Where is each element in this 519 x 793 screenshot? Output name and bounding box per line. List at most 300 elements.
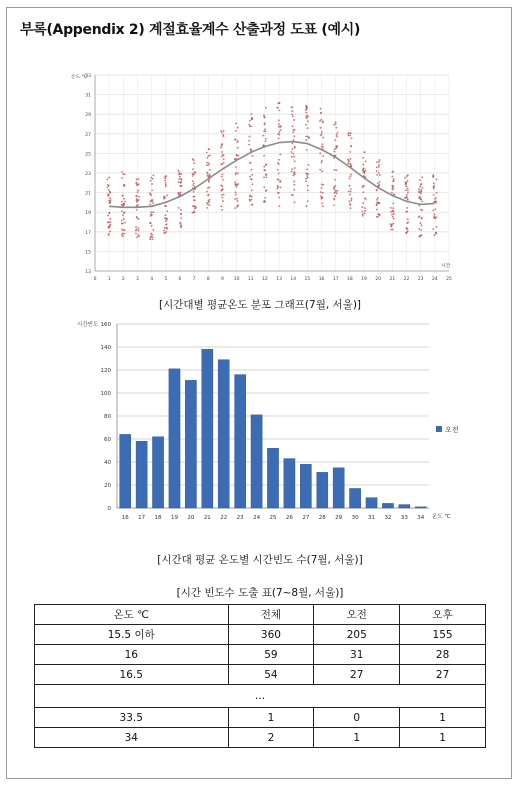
data-point xyxy=(291,171,293,173)
data-point xyxy=(236,141,238,143)
data-point xyxy=(322,205,324,207)
data-point xyxy=(250,179,252,181)
data-point xyxy=(362,164,364,166)
data-point xyxy=(280,129,282,131)
y-tick-label: 20 xyxy=(104,483,111,489)
data-point xyxy=(419,197,421,199)
data-point xyxy=(235,194,237,196)
x-tick-label: 14 xyxy=(290,277,297,282)
data-point xyxy=(421,187,423,189)
data-point xyxy=(407,180,409,182)
data-point xyxy=(376,202,378,204)
data-point xyxy=(350,132,352,134)
data-point xyxy=(376,170,378,172)
data-point xyxy=(349,178,351,180)
x-tick-label: 18 xyxy=(154,515,162,521)
data-point xyxy=(181,225,183,227)
data-point xyxy=(333,124,335,126)
data-point xyxy=(165,182,167,184)
data-point xyxy=(362,215,364,217)
data-point xyxy=(207,157,209,159)
page-title: 부록(Appendix 2) 계절효율계수 산출과정 도표 (예시) xyxy=(20,22,361,38)
data-point xyxy=(166,218,168,220)
data-point xyxy=(421,183,423,185)
data-point xyxy=(137,178,139,180)
data-point xyxy=(278,192,280,194)
data-point xyxy=(307,121,309,123)
table-cell: 360 xyxy=(228,625,314,645)
data-point xyxy=(124,229,126,231)
data-point xyxy=(278,173,280,175)
data-point xyxy=(121,210,123,212)
data-point xyxy=(249,162,251,164)
x-tick-label: 8 xyxy=(206,277,210,282)
data-point xyxy=(221,209,223,211)
data-point xyxy=(208,201,210,203)
data-point xyxy=(279,131,281,133)
data-point xyxy=(235,122,237,124)
data-point xyxy=(180,181,182,183)
data-point xyxy=(350,199,352,201)
data-point xyxy=(349,175,351,177)
data-point xyxy=(419,222,421,224)
data-point xyxy=(278,138,280,140)
data-point xyxy=(405,211,407,213)
data-point xyxy=(250,125,252,127)
data-point xyxy=(333,198,335,200)
data-point xyxy=(406,175,408,177)
header-temperature: 온도 ℃ xyxy=(35,605,229,625)
data-point xyxy=(166,210,168,212)
data-point xyxy=(351,198,353,200)
data-point xyxy=(122,194,124,196)
data-point xyxy=(108,189,110,191)
x-tick-label: 25 xyxy=(446,277,452,282)
data-point xyxy=(392,180,394,182)
data-point xyxy=(149,192,151,194)
x-axis-label: 시간 xyxy=(441,264,451,269)
bar xyxy=(152,437,163,508)
data-point xyxy=(166,228,168,230)
data-point xyxy=(164,205,166,207)
data-point xyxy=(151,189,153,191)
data-point xyxy=(235,139,237,141)
data-point xyxy=(192,205,194,207)
x-tick-label: 20 xyxy=(375,277,382,282)
x-tick-label: 20 xyxy=(187,515,195,521)
y-tick-label: 17 xyxy=(85,230,91,236)
data-point xyxy=(165,231,167,233)
data-point xyxy=(392,223,394,225)
x-tick-label: 4 xyxy=(150,277,154,282)
y-tick-label: 31 xyxy=(85,93,91,99)
data-point xyxy=(291,151,293,153)
data-point xyxy=(149,238,151,240)
bar xyxy=(300,464,311,508)
data-point xyxy=(334,195,336,197)
data-point xyxy=(107,195,109,197)
y-tick-label: 0 xyxy=(107,506,111,512)
data-point xyxy=(350,158,352,160)
data-point xyxy=(319,152,321,154)
data-point xyxy=(150,215,152,217)
data-point xyxy=(251,169,253,171)
data-point xyxy=(208,164,210,166)
x-tick-label: 24 xyxy=(431,277,438,282)
data-point xyxy=(135,183,137,185)
data-point xyxy=(392,170,394,172)
x-tick-label: 17 xyxy=(332,277,339,282)
data-point xyxy=(164,227,166,229)
data-point xyxy=(432,228,434,230)
data-point xyxy=(322,137,324,139)
data-point xyxy=(350,174,352,176)
table-ellipsis-row xyxy=(35,685,486,708)
data-point xyxy=(152,211,154,213)
data-point xyxy=(293,129,295,131)
data-point xyxy=(222,134,224,136)
x-tick-label: 21 xyxy=(389,277,396,282)
data-point xyxy=(333,189,335,191)
data-point xyxy=(379,202,381,204)
x-tick-label: 33 xyxy=(400,515,408,521)
data-point xyxy=(393,178,395,180)
x-tick-label: 12 xyxy=(262,277,268,282)
data-point xyxy=(334,169,336,171)
data-point xyxy=(364,197,366,199)
bar xyxy=(382,503,393,508)
y-tick-label: 80 xyxy=(104,414,111,420)
frequency-table xyxy=(34,604,486,748)
temperature-scatter-chart xyxy=(67,63,467,293)
data-point xyxy=(436,178,438,180)
data-point xyxy=(178,178,180,180)
data-point xyxy=(294,184,296,186)
data-point xyxy=(193,196,195,198)
x-tick-label: 0 xyxy=(93,277,97,282)
data-point xyxy=(136,216,138,218)
data-point xyxy=(335,123,337,125)
data-point xyxy=(221,176,223,178)
y-tick-label: 29 xyxy=(85,113,91,119)
table-header-row xyxy=(35,605,486,625)
data-point xyxy=(292,153,294,155)
y-tick-label: 140 xyxy=(100,345,111,351)
data-point xyxy=(305,205,307,207)
data-point xyxy=(235,130,237,132)
data-point xyxy=(391,224,393,226)
data-point xyxy=(362,202,364,204)
data-point xyxy=(362,191,364,193)
data-point xyxy=(108,212,110,214)
data-point xyxy=(320,112,322,114)
data-point xyxy=(107,179,109,181)
data-point xyxy=(434,213,436,215)
data-point xyxy=(220,205,222,207)
data-point xyxy=(292,131,294,133)
data-point xyxy=(165,224,167,226)
x-tick-label: 34 xyxy=(417,515,425,521)
table-cell: 59 xyxy=(228,645,314,665)
y-tick-label: 33 xyxy=(85,74,91,79)
data-point xyxy=(108,185,110,187)
data-point xyxy=(123,198,125,200)
data-point xyxy=(265,163,267,165)
table-cell: 205 xyxy=(314,625,400,645)
data-point xyxy=(307,127,309,129)
data-point xyxy=(223,194,225,196)
data-point xyxy=(350,145,352,147)
data-point xyxy=(209,199,211,201)
data-point xyxy=(347,132,349,134)
data-point xyxy=(152,238,154,240)
data-point xyxy=(378,172,380,174)
data-point xyxy=(234,198,236,200)
data-point xyxy=(263,155,265,157)
y-tick-label: 19 xyxy=(85,211,91,217)
data-point xyxy=(308,164,310,166)
data-point xyxy=(152,236,154,238)
data-point xyxy=(320,198,322,200)
legend-label: 오전 xyxy=(445,426,459,434)
data-point xyxy=(378,164,380,166)
data-point xyxy=(266,176,268,178)
data-point xyxy=(391,192,393,194)
data-point xyxy=(321,143,323,145)
data-point xyxy=(150,233,152,235)
table-cell: 155 xyxy=(400,625,486,645)
data-point xyxy=(291,125,293,127)
data-point xyxy=(137,191,139,193)
bar xyxy=(284,459,295,508)
legend-swatch xyxy=(436,426,442,432)
data-point xyxy=(137,190,139,192)
data-point xyxy=(222,200,224,202)
table-cell: 54 xyxy=(228,665,314,685)
data-point xyxy=(180,223,182,225)
data-point xyxy=(349,185,351,187)
header-total: 전체 xyxy=(228,605,314,625)
data-point xyxy=(209,169,211,171)
data-point xyxy=(164,217,166,219)
data-point xyxy=(237,127,239,129)
data-point xyxy=(350,188,352,190)
data-point xyxy=(279,109,281,111)
data-point xyxy=(121,220,123,222)
data-point xyxy=(335,147,337,149)
data-point xyxy=(193,211,195,213)
data-point xyxy=(237,173,239,175)
data-point xyxy=(376,209,378,211)
data-point xyxy=(407,187,409,189)
data-point xyxy=(377,182,379,184)
y-tick-label: 15 xyxy=(85,250,91,256)
data-point xyxy=(221,151,223,153)
data-point xyxy=(350,191,352,193)
data-point xyxy=(364,151,366,153)
x-tick-label: 6 xyxy=(178,277,182,282)
data-point xyxy=(322,192,324,194)
data-point xyxy=(277,103,279,105)
data-point xyxy=(249,120,251,122)
data-point xyxy=(349,203,351,205)
data-point xyxy=(263,116,265,118)
data-point xyxy=(350,207,352,209)
data-point xyxy=(421,209,423,211)
data-point xyxy=(305,180,307,182)
data-point xyxy=(123,233,125,235)
data-point xyxy=(109,191,111,193)
data-point xyxy=(307,177,309,179)
data-point xyxy=(264,130,266,132)
data-point xyxy=(236,206,238,208)
data-point xyxy=(307,173,309,175)
scatter-caption: [시간대별 평균온도 분포 그래프(7월, 서울)] xyxy=(158,299,362,311)
data-point xyxy=(307,189,309,191)
data-point xyxy=(294,173,296,175)
data-point xyxy=(278,197,280,199)
data-point xyxy=(223,158,225,160)
data-point xyxy=(137,228,139,230)
data-point xyxy=(334,191,336,193)
data-point xyxy=(336,192,338,194)
data-point xyxy=(181,179,183,181)
data-point xyxy=(305,136,307,138)
x-tick-label: 13 xyxy=(276,277,282,282)
data-point xyxy=(333,204,335,206)
data-point xyxy=(390,229,392,231)
data-point xyxy=(305,112,307,114)
data-point xyxy=(192,212,194,214)
data-point xyxy=(150,237,152,239)
data-point xyxy=(280,187,282,189)
data-point xyxy=(251,204,253,206)
data-point xyxy=(123,212,125,214)
data-point xyxy=(124,185,126,187)
data-point xyxy=(192,158,194,160)
data-point xyxy=(335,169,337,171)
data-point xyxy=(406,228,408,230)
data-point xyxy=(206,172,208,174)
data-point xyxy=(333,151,335,153)
data-point xyxy=(223,155,225,157)
data-point xyxy=(306,117,308,119)
data-point xyxy=(264,197,266,199)
table-cell: 27 xyxy=(400,665,486,685)
data-point xyxy=(121,177,123,179)
data-point xyxy=(221,189,223,191)
x-tick-label: 17 xyxy=(138,515,146,521)
data-point xyxy=(432,210,434,212)
data-point xyxy=(376,216,378,218)
data-point xyxy=(294,147,296,149)
data-point xyxy=(207,175,209,177)
data-point xyxy=(420,191,422,193)
data-point xyxy=(236,155,238,157)
bar xyxy=(169,369,180,508)
data-point xyxy=(333,187,335,189)
data-point xyxy=(262,135,264,137)
data-point xyxy=(265,107,267,109)
bar xyxy=(235,375,246,508)
y-tick-label: 25 xyxy=(85,152,91,158)
data-point xyxy=(322,146,324,148)
bar xyxy=(202,349,213,508)
data-point xyxy=(347,163,349,165)
data-point xyxy=(335,127,337,129)
x-tick-label: 19 xyxy=(361,277,367,282)
data-point xyxy=(122,173,124,175)
data-point xyxy=(307,185,309,187)
data-point xyxy=(365,160,367,162)
x-tick-label: 16 xyxy=(121,515,129,521)
data-point xyxy=(265,138,267,140)
data-point xyxy=(122,215,124,217)
data-point xyxy=(108,176,110,178)
y-tick-label: 120 xyxy=(100,368,111,374)
x-tick-label: 30 xyxy=(351,515,359,521)
data-point xyxy=(152,178,154,180)
data-point xyxy=(192,173,194,175)
data-point xyxy=(249,199,251,201)
table-cell: 1 xyxy=(314,728,400,748)
x-tick-label: 3 xyxy=(136,277,139,282)
data-point xyxy=(348,161,350,163)
data-point xyxy=(249,176,251,178)
frequency-bar-chart xyxy=(59,314,479,529)
data-point xyxy=(221,173,223,175)
data-point xyxy=(364,207,366,209)
data-point xyxy=(433,188,435,190)
x-tick-label: 25 xyxy=(269,515,277,521)
data-point xyxy=(109,202,111,204)
data-point xyxy=(263,169,265,171)
data-point xyxy=(180,213,182,215)
table-cell: 1 xyxy=(400,708,486,728)
data-point xyxy=(420,189,422,191)
table-row xyxy=(35,625,486,645)
data-point xyxy=(362,170,364,172)
x-tick-label: 26 xyxy=(285,515,293,521)
y-tick-label: 40 xyxy=(104,460,111,466)
data-point xyxy=(379,214,381,216)
data-point xyxy=(263,114,265,116)
data-point xyxy=(223,162,225,164)
data-point xyxy=(207,194,209,196)
data-point xyxy=(292,174,294,176)
x-axis-label: 온도 ℃ xyxy=(432,514,451,520)
table-cell: 33.5 xyxy=(35,708,229,728)
data-point xyxy=(107,215,109,217)
data-point xyxy=(277,186,279,188)
data-point xyxy=(307,200,309,202)
data-point xyxy=(379,181,381,183)
data-point xyxy=(221,163,223,165)
data-point xyxy=(209,174,211,176)
data-point xyxy=(193,162,195,164)
data-point xyxy=(180,192,182,194)
table-cell: 1 xyxy=(228,708,314,728)
data-point xyxy=(305,109,307,111)
y-tick-label: 21 xyxy=(85,191,91,197)
data-point xyxy=(121,223,123,225)
data-point xyxy=(138,183,140,185)
data-point xyxy=(195,207,197,209)
data-point xyxy=(390,211,392,213)
data-point xyxy=(291,142,293,144)
data-point xyxy=(178,174,180,176)
data-point xyxy=(361,211,363,213)
